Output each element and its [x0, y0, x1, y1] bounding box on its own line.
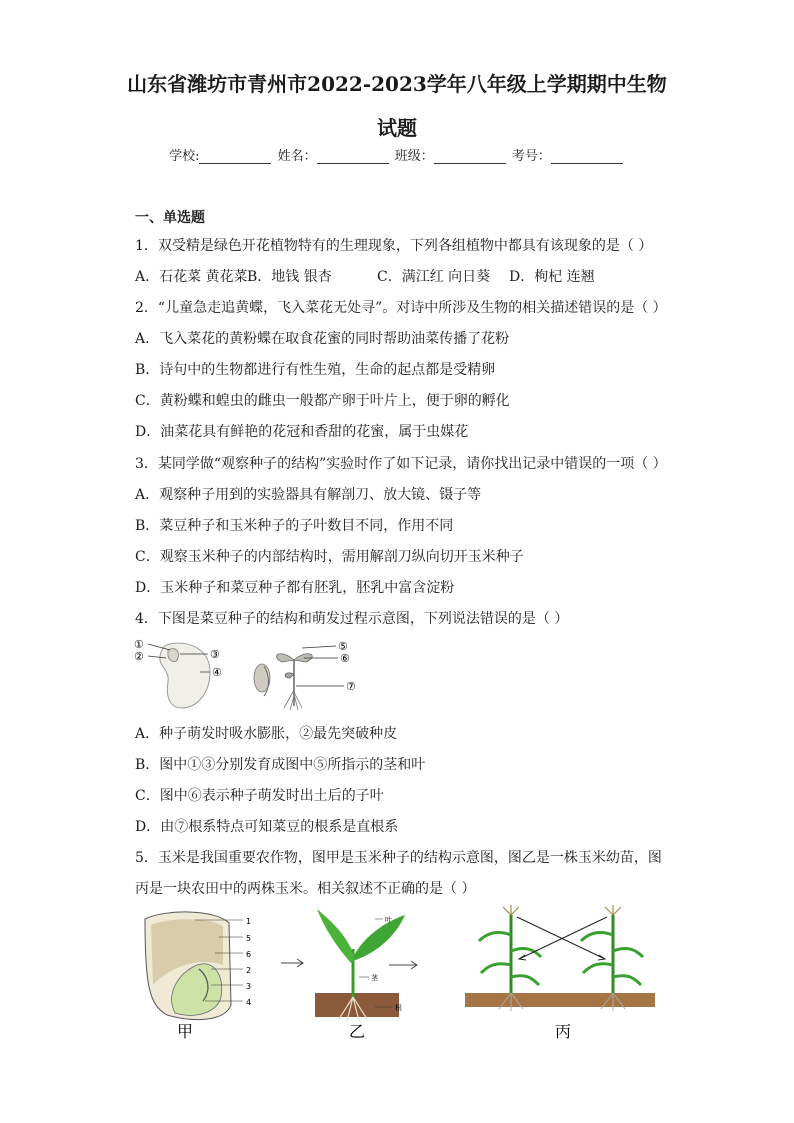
q1-option-c[interactable]: C．满江红 向日葵: [377, 269, 491, 285]
seed-label-1: ①: [134, 638, 144, 651]
seedling-label-stem: 茎: [371, 974, 378, 982]
caption-jia: 甲: [177, 1022, 194, 1041]
q2-option-b[interactable]: B．诗句中的生物都进行有性生殖，生命的起点都是受精卵: [135, 362, 496, 378]
seed-label-5: ⑤: [338, 640, 348, 653]
class-blank[interactable]: [434, 149, 506, 164]
corn-seed-label-1: 1: [246, 917, 252, 926]
caption-bing: 丙: [555, 1022, 572, 1041]
q5-stem-line1: 5．玉米是我国重要农作物，图甲是玉米种子的结构示意图，图乙是一株玉米幼苗，图: [135, 850, 662, 866]
caption-yi: 乙: [349, 1022, 366, 1041]
corn-seed-label-2: 2: [246, 966, 252, 975]
seed-label-6: ⑥: [340, 652, 350, 665]
q4-stem: 4．下图是菜豆种子的结构和萌发过程示意图，下列说法错误的是（ ）: [135, 611, 569, 627]
arrow-right-1: [281, 959, 303, 967]
section-heading: 一、单选题: [135, 210, 205, 226]
arrow-right-2: [389, 961, 417, 969]
label-line-5: [302, 646, 336, 648]
bean-seed-shape: [160, 643, 210, 708]
seedling-roots: [284, 690, 302, 710]
q2-option-a[interactable]: A．飞入菜花的黄粉蝶在取食花蜜的同时帮助油菜传播了花粉: [135, 331, 510, 347]
corn-figures: [135, 905, 655, 1045]
q1-option-d[interactable]: D．枸杞 连翘: [509, 269, 595, 285]
q1-option-a[interactable]: A．石花菜 黄花菜: [135, 269, 248, 285]
corn-seed-label-5: 5: [246, 934, 252, 943]
q3-option-c[interactable]: C．观察玉米种子的内部结构时，需用解剖刀纵向切开玉米种子: [135, 549, 524, 565]
corn-seed-label-6: 6: [246, 950, 252, 959]
seed-label-3: ③: [210, 648, 220, 661]
field-soil: [465, 993, 655, 1007]
school-label: 学校:: [169, 149, 200, 164]
seed-label-7: ⑦: [346, 680, 356, 693]
seed-label-4: ④: [212, 666, 222, 679]
q3-option-b[interactable]: B．菜豆种子和玉米种子的子叶数目不同，作用不同: [135, 518, 454, 534]
seedling-leaf-left: [317, 909, 355, 963]
bean-seed-figure: [130, 636, 370, 712]
q2-option-d[interactable]: D．油菜花具有鲜艳的花冠和香甜的花蜜，属于虫媒花: [135, 424, 469, 440]
q5-stem-line2: 丙是一块农田中的两株玉米。相关叙述不正确的是（ ）: [135, 881, 476, 897]
q4-option-d[interactable]: D．由⑦根系特点可知菜豆的根系是直根系: [135, 819, 399, 835]
q1-options: [135, 266, 595, 286]
page-title-line1: 山东省潍坊市青州市2022-2023学年八年级上学期期中生物: [127, 72, 667, 96]
q1-stem: 1．双受精是绿色开花植物特有的生理现象，下列各组植物中都具有该现象的是（ ）: [135, 238, 653, 254]
q4-option-c[interactable]: C．图中⑥表示种子萌发时出土后的子叶: [135, 788, 384, 804]
q2-stem: 2．“儿童急走追黄蝶，飞入菜花无处寻”。对诗中所涉及生物的相关描述错误的是（ ）: [135, 300, 667, 316]
q4-option-a[interactable]: A．种子萌发时吸水膨胀，②最先突破种皮: [135, 726, 398, 742]
q3-option-a[interactable]: A．观察种子用到的实验器具有解剖刀、放大镜、镊子等: [135, 487, 482, 503]
school-blank[interactable]: [199, 149, 271, 164]
seed-label-2: ②: [134, 650, 144, 663]
bean-embryo-shape: [168, 649, 179, 662]
student-info-line: [0, 145, 794, 164]
class-label: 班级：: [394, 149, 434, 164]
q1-option-b[interactable]: B．地钱 银杏: [247, 269, 332, 285]
name-label: 姓名：: [277, 149, 317, 164]
page-title-line2: 试题: [377, 116, 417, 140]
number-blank[interactable]: [551, 149, 623, 164]
q3-stem: 3．某同学做“观察种子的结构”实验时作了如下记录，请你找出记录中错误的一项（ ）: [135, 456, 667, 472]
q4-option-b[interactable]: B．图中①③分别发育成图中⑤所指示的茎和叶: [135, 757, 426, 773]
name-blank[interactable]: [317, 149, 389, 164]
seedling-cotyledon: [285, 673, 294, 678]
seedling-label-root: 根: [395, 1004, 402, 1012]
corn-seed-label-3: 3: [246, 982, 252, 991]
corn-seed-label-4: 4: [246, 998, 252, 1007]
seedling-leaf-right: [353, 915, 405, 961]
number-label: 考号：: [511, 149, 551, 164]
q2-option-c[interactable]: C．黄粉蝶和蝗虫的雌虫一般都产卵于叶片上，便于卵的孵化: [135, 393, 510, 409]
q3-option-d[interactable]: D．玉米种子和菜豆种子都有胚乳，胚乳中富含淀粉: [135, 580, 455, 596]
seedling-label-leaf: 叶: [385, 916, 392, 924]
